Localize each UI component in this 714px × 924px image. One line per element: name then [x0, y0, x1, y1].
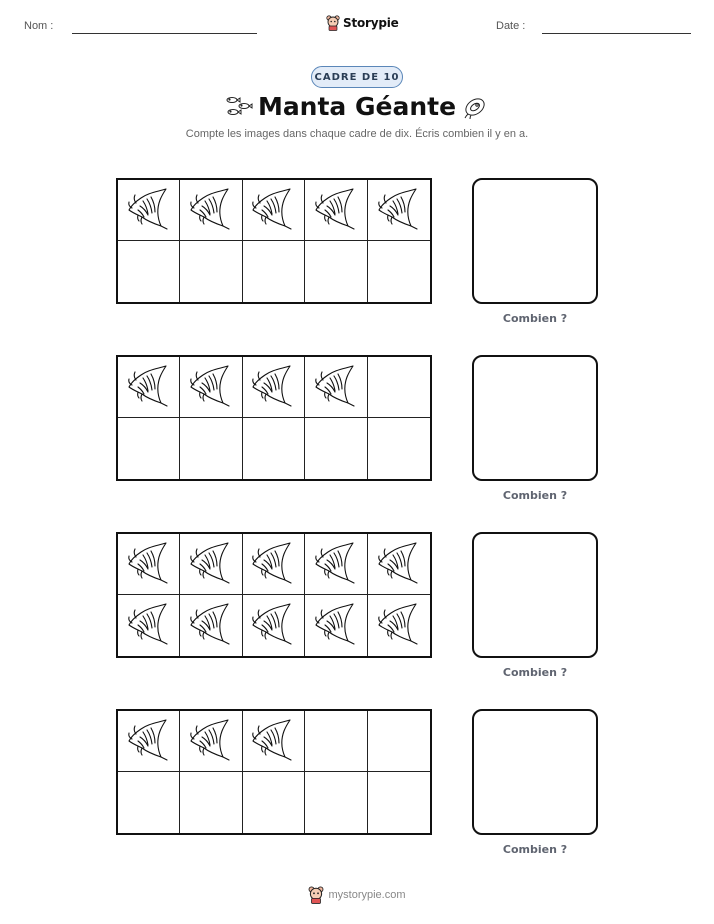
manta-ray-icon: [313, 540, 359, 589]
manta-ray-icon: [188, 186, 234, 235]
instructions: Compte les images dans chaque cadre de dix. Écris combien il y en a.: [185, 128, 529, 140]
ten-frame-cell: [243, 595, 305, 656]
ten-frame-cell: [243, 180, 305, 241]
ten-frame-cell: [180, 357, 242, 418]
answer-prompt: Combien ?: [502, 489, 568, 502]
ten-frame-cell: [243, 534, 305, 595]
ten-frame-cell: [118, 180, 180, 241]
manta-ray-icon: [188, 363, 234, 412]
ten-frame-cell: [368, 241, 430, 302]
ten-frame-cell: [118, 772, 180, 833]
ten-frame-cell: [305, 711, 367, 772]
ten-frame-cell: [368, 357, 430, 418]
ten-frame-cell: [243, 418, 305, 479]
ten-frame-cell: [368, 534, 430, 595]
name-field[interactable]: [72, 33, 257, 34]
ten-frame-cell: [118, 711, 180, 772]
date-field[interactable]: [542, 33, 691, 34]
manta-ray-icon: [250, 363, 296, 412]
ten-frame: [116, 178, 432, 304]
ten-frame-cell: [368, 595, 430, 656]
ten-frame-cell: [305, 241, 367, 302]
manta-ray-icon: [126, 540, 172, 589]
ten-frame-cell: [180, 418, 242, 479]
manta-ray-icon: [250, 540, 296, 589]
manta-ray-icon: [376, 540, 422, 589]
ten-frame: [116, 709, 432, 835]
ten-frame-cell: [305, 357, 367, 418]
answer-box[interactable]: [472, 178, 598, 304]
ten-frame-cell: [305, 418, 367, 479]
manta-ray-icon: [376, 601, 422, 650]
name-label: Nom :: [24, 20, 54, 32]
ten-frame: [116, 355, 432, 481]
ten-frame-cell: [305, 595, 367, 656]
worksheet-type-badge: CADRE DE 10: [311, 66, 403, 88]
ten-frame-cell: [305, 772, 367, 833]
ten-frame-cell: [243, 711, 305, 772]
manta-ray-icon: [126, 717, 172, 766]
answer-box[interactable]: [472, 709, 598, 835]
manta-ray-icon: [376, 186, 422, 235]
ten-frame-cell: [368, 418, 430, 479]
answer-box[interactable]: [472, 355, 598, 481]
manta-ray-icon: [250, 186, 296, 235]
ten-frame-cell: [118, 241, 180, 302]
answer-prompt: Combien ?: [502, 843, 568, 856]
shell-icon: [462, 94, 488, 120]
ten-frame-cell: [368, 772, 430, 833]
ten-frame-cell: [305, 534, 367, 595]
ten-frame-cell: [118, 595, 180, 656]
ten-frame-cell: [180, 711, 242, 772]
ten-frame-cell: [118, 534, 180, 595]
manta-ray-icon: [126, 363, 172, 412]
manta-ray-icon: [250, 717, 296, 766]
ten-frame: [116, 532, 432, 658]
brand-logo: [326, 13, 399, 33]
ten-frame-cell: [243, 357, 305, 418]
brand-name: Storypie: [343, 16, 399, 30]
manta-ray-icon: [188, 717, 234, 766]
manta-ray-icon: [188, 601, 234, 650]
ten-frame-cell: [180, 241, 242, 302]
answer-prompt: Combien ?: [502, 666, 568, 679]
bear-icon: [308, 886, 324, 904]
manta-ray-icon: [313, 186, 359, 235]
ten-frame-cell: [368, 180, 430, 241]
ten-frame-cell: [305, 180, 367, 241]
answer-prompt: Combien ?: [502, 312, 568, 325]
ten-frame-cell: [243, 241, 305, 302]
manta-ray-icon: [313, 601, 359, 650]
date-label: Date :: [496, 20, 526, 32]
ten-frame-cell: [118, 418, 180, 479]
manta-ray-icon: [188, 540, 234, 589]
page-title: Manta Géante: [257, 92, 457, 121]
manta-ray-icon: [126, 601, 172, 650]
manta-ray-icon: [313, 363, 359, 412]
ten-frame-cell: [180, 180, 242, 241]
manta-ray-icon: [250, 601, 296, 650]
manta-ray-icon: [126, 186, 172, 235]
footer: [0, 886, 714, 904]
footer-url: mystorypie.com: [328, 889, 406, 901]
ten-frame-cell: [368, 711, 430, 772]
bear-icon: [326, 15, 340, 31]
ten-frame-cell: [118, 357, 180, 418]
answer-box[interactable]: [472, 532, 598, 658]
ten-frame-cell: [180, 595, 242, 656]
ten-frame-cell: [243, 772, 305, 833]
ten-frame-cell: [180, 534, 242, 595]
ten-frame-cell: [180, 772, 242, 833]
